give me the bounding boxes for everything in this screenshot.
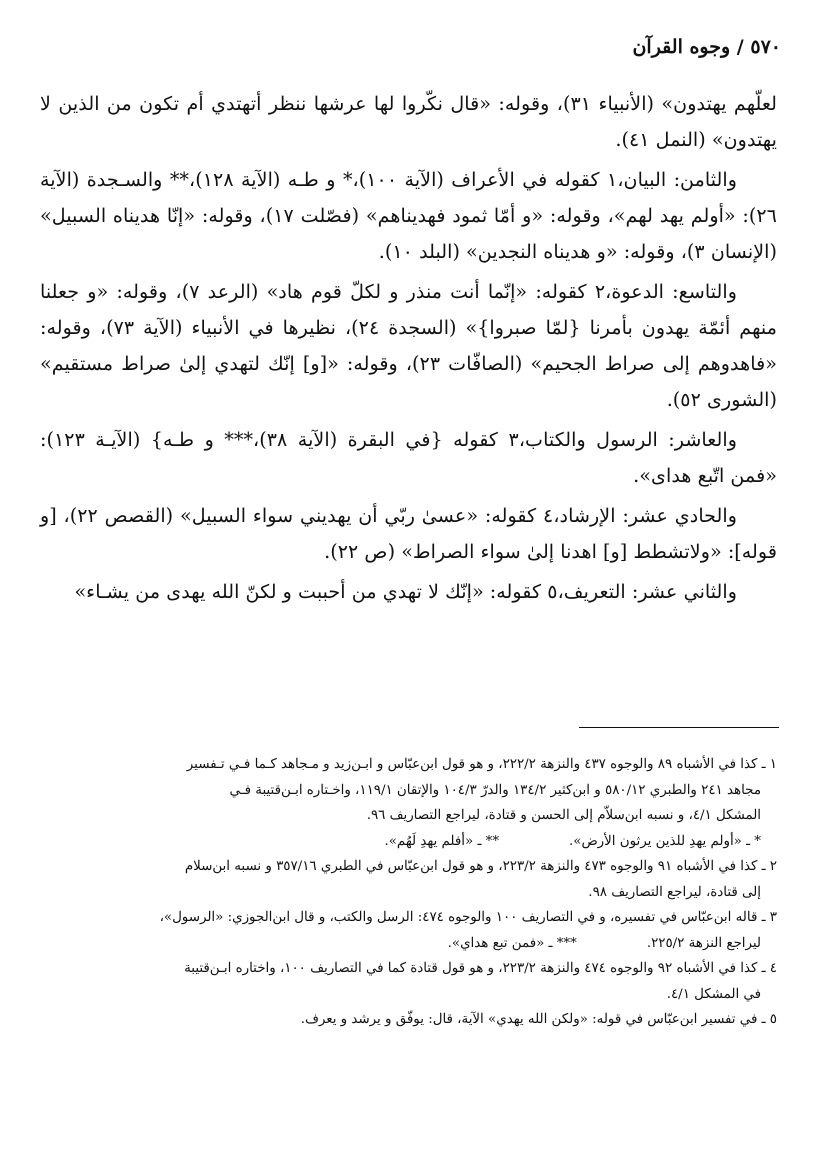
footnote-1 [40, 752, 777, 829]
footnote-3 [40, 905, 777, 931]
footnote-4 [40, 956, 777, 1007]
footnote-1-line-1: ١ ـ كذا في الأشباه ٨٩ والوجوه ٤٣٧ والنزهة ٢٢٢/٢، و هو قول ابن‌عبّاس و ابـن‌زيد و مـجاهد كـما فـي تـفسير [186, 757, 777, 772]
book-title: وجوه القرآن [632, 36, 731, 58]
header-separator: / [736, 36, 744, 58]
footnote-1-line-2: مجاهد ٢٤١ والطبري ٥٨٠/١٢ و ابن‌كثير ١٣٤/٢ والدرّ ١٠٤/٣ والإتقان ١١٩/١، واخـتاره ابـن‌قتيبة فـي [229, 782, 761, 798]
footnote-divider [579, 727, 779, 728]
paragraph-2-text: والثامن: البيان،١ كقوله في الأعراف (الآية ١٠٠)،* و طـه (الآية ١٢٨)،** والسـجدة (الآية ٢٦): «أولم يهد لهم»، وقوله: «و أمّا ثمود فهديناهم» (فصّلت ١٧)، وقوله: «إنّا هديناه السبيل» (الإنسان ٣)، وقوله: «و هديناه النجدين» (البلد ١٠). [40, 168, 777, 263]
paragraph-4-text: والعاشر: الرسول والكتاب،٣ كقوله {في البقرة (الآية ٣٨)،*** و طـه} (الآيـة ١٢٣): «فمن اتّبع هداى». [40, 428, 777, 487]
star-note-1: * ـ «أولم يهدِ للذين يرثون الأرض». [569, 833, 761, 849]
footnote-1-line-3: المشكل ٤/١، و نسبه ابن‌سلاّم إلى الحسن و قتادة، ليراجع التصاريف ٩٦. [366, 808, 761, 823]
paragraph-3 [40, 274, 777, 418]
paragraph-6-text: والثاني عشر: التعريف،٥ كقوله: «إنّك لا تهدي من أحببت و لكنّ الله يهدى من يشـاء» [74, 580, 737, 603]
paragraph-3-text: والتاسع: الدعوة،٢ كقوله: «إنّما أنت منذر و لكلّ قوم هاد» (الرعد ٧)، وقوله: «و جعلنا منهم أئمّة يهدون بأمرنا {لمّا صبروا}» (السجدة ٢٤)، نظيرها في الأنبياء (الآية ٧٣)، وقوله: «فاهدوهم إلى صراط الجحيم» (الصافّات ٢٣)، وقوله: «[و] إنّك لتهدي إلىٰ صراط مستقيم» (الشورى ٥٢). [40, 280, 777, 411]
page-number: ٥٧٠ [750, 36, 781, 58]
running-header [40, 36, 781, 66]
paragraph-1: لعلّهم يهتدون» (الأنبياء ٣١)، وقوله: «قال نكّروا لها عرشها ننظر أتهتدي أم تكون من الذين لا يهتدون» (النمل ٤١). [40, 92, 777, 151]
footnote-5-line-1: ٥ ـ في تفسير ابن‌عبّاس في قوله: «ولكن الله يهدي» الآية، قال: يوفّق و يرشد و يعرف. [300, 1012, 777, 1027]
footnote-3-line-1: ٣ ـ قاله ابن‌عبّاس في تفسيره، و في التصاريف ١٠٠ والوجوه ٤٧٤: الرسل والكتب، و قال ابن‌الجوزي: «الرسول»، [159, 910, 777, 925]
footnote-stars-1 [40, 829, 777, 855]
main-text [40, 86, 777, 610]
star-note-2: ** ـ «أفلم يهدِ لَهُم». [384, 833, 500, 849]
paragraph-4 [40, 422, 777, 494]
footnotes [40, 752, 777, 1033]
paragraph-5 [40, 498, 777, 570]
footnote-2-line-2: إلى قتادة، ليراجع التصاريف ٩٨. [588, 884, 761, 900]
star-note-3: *** ـ «فمن تبع هداي». [447, 935, 577, 951]
footnote-5 [40, 1007, 777, 1033]
footnote-4-line-1: ٤ ـ كذا في الأشباه ٩٢ والوجوه ٤٧٤ والنزهة ٢٢٣/٢، و هو قول قتادة كما في التصاريف ١٠٠، واختاره ابـن‌قتيبة [184, 961, 777, 976]
footnote-3-continuation [40, 931, 777, 957]
paragraph-2 [40, 162, 777, 270]
footnote-4-line-2: في المشكل ٤/١. [666, 986, 761, 1002]
footnote-2 [40, 854, 777, 905]
paragraph-6 [40, 574, 777, 610]
footnote-3-line-2: ليراجع النزهة ٢٢٥/٢. [646, 935, 761, 951]
footnote-2-line-1: ٢ ـ كذا في الأشباه ٩١ والوجوه ٤٧٣ والنزهة ٢٢٣/٢، و هو قول ابن‌عبّاس في الطبري ٣٥٧/١٦ و نسبه ابن‌سلام [184, 859, 777, 874]
paragraph-5-text: والحادي عشر: الإرشاد،٤ كقوله: «عسىٰ ربّي أن يهديني سواء السبيل» (القصص ٢٢)، [و قوله]: «ولاتشطط [و] اهدنا إلىٰ سواء الصراط» (ص ٢٢). [40, 504, 777, 563]
